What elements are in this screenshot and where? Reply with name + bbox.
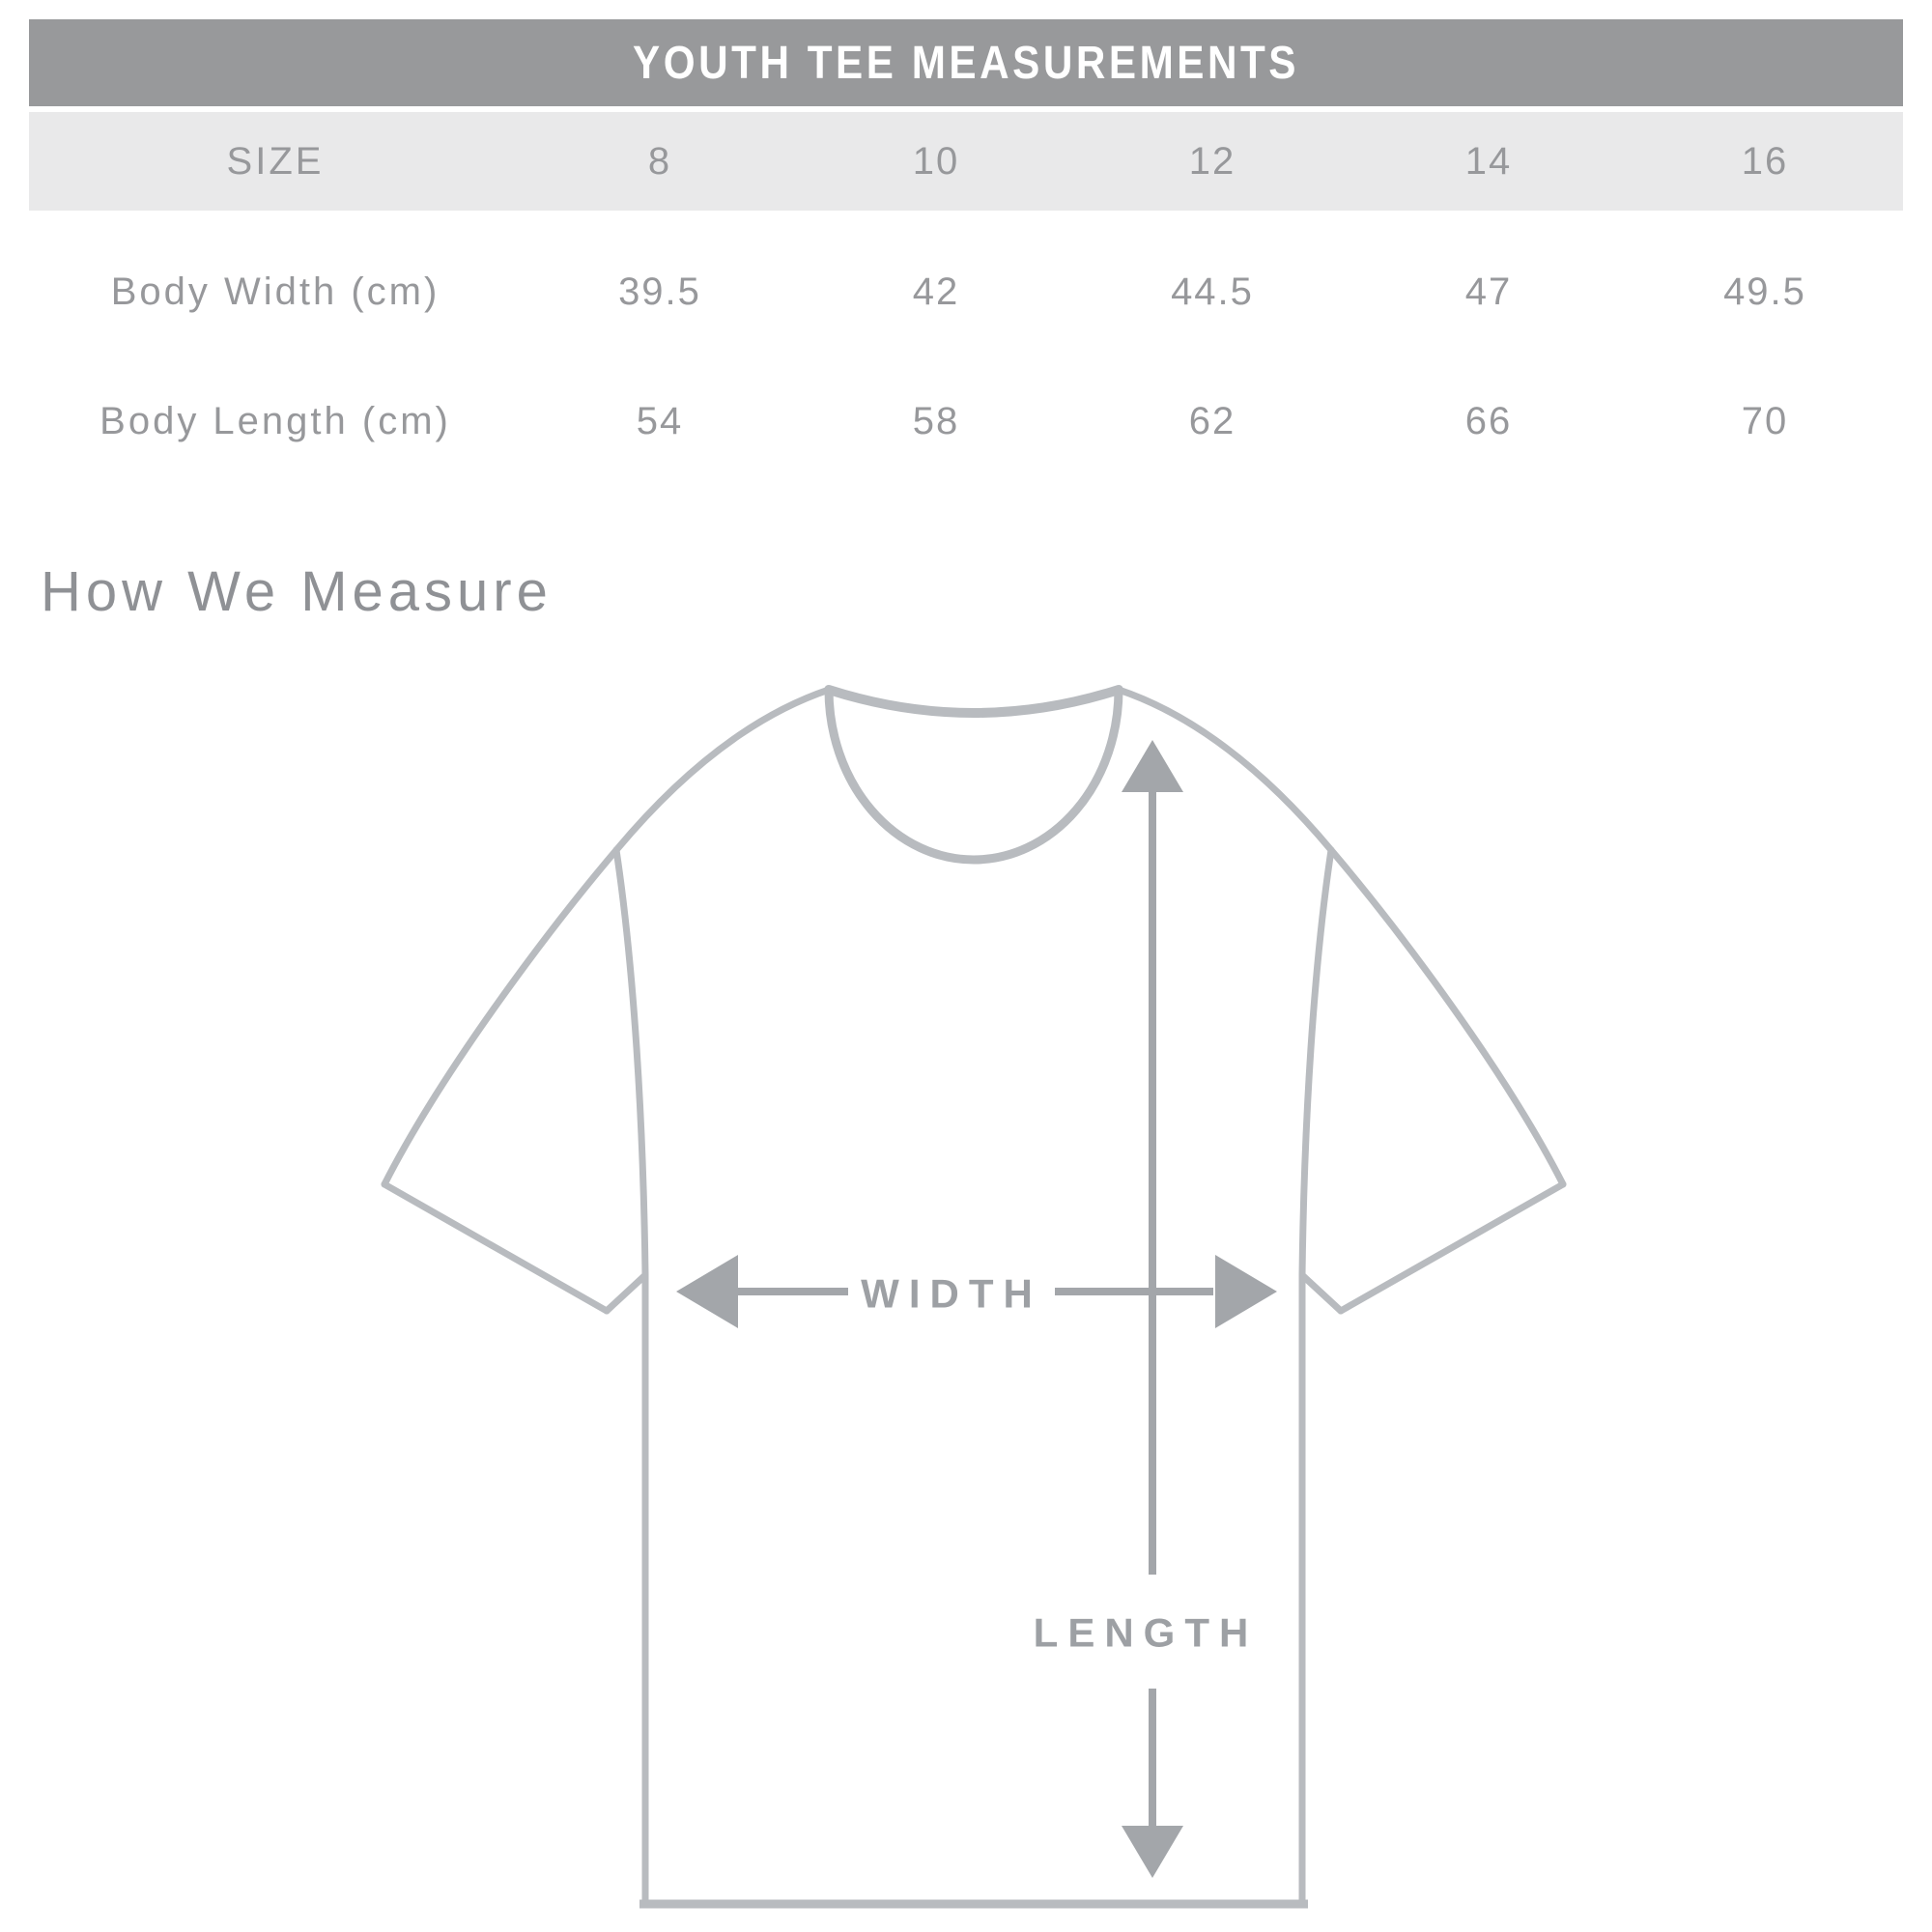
left-underarm-notch	[607, 1275, 645, 1311]
body-length-value: 62	[1188, 399, 1236, 442]
body-length-value: 66	[1464, 399, 1513, 442]
length-arrow-top-head	[1122, 740, 1183, 792]
size-option-16: 16	[1741, 139, 1789, 183]
body-width-value: 49.5	[1723, 270, 1806, 313]
size-column-header: SIZE	[226, 139, 325, 183]
right-sleeve-outer-edge	[1331, 850, 1563, 1184]
body-length-value: 54	[636, 399, 684, 442]
size-option-8: 8	[647, 139, 672, 183]
size-option-14: 14	[1464, 139, 1513, 183]
right-side-seam	[1302, 850, 1331, 1900]
row-label-body-length: Body Length (cm)	[99, 399, 451, 442]
right-underarm-notch	[1302, 1275, 1341, 1311]
body-width-value: 47	[1464, 270, 1513, 313]
size-option-12: 12	[1188, 139, 1236, 183]
body-length-value: 70	[1741, 399, 1789, 442]
width-label: WIDTH	[861, 1270, 1042, 1317]
left-sleeve-outer-edge	[384, 850, 616, 1184]
left-sleeve-cuff	[384, 1184, 607, 1311]
size-option-10: 10	[912, 139, 960, 183]
left-side-seam	[616, 850, 645, 1900]
row-label-body-width: Body Width (cm)	[110, 270, 440, 313]
length-arrow-bottom-head	[1122, 1826, 1183, 1878]
width-arrow-left-head	[676, 1255, 738, 1328]
right-sleeve-cuff	[1341, 1184, 1563, 1311]
body-width-value: 42	[912, 270, 960, 313]
back-collar-line	[829, 690, 1119, 713]
body-width-value: 39.5	[618, 270, 701, 313]
section-heading: How We Measure	[41, 560, 553, 623]
table-title: YOUTH TEE MEASUREMENTS	[633, 37, 1299, 89]
length-label: LENGTH	[1033, 1609, 1259, 1656]
width-arrow-right-head	[1215, 1255, 1277, 1328]
body-length-value: 58	[912, 399, 960, 442]
body-width-value: 44.5	[1171, 270, 1254, 313]
left-shoulder-seam	[616, 690, 829, 850]
